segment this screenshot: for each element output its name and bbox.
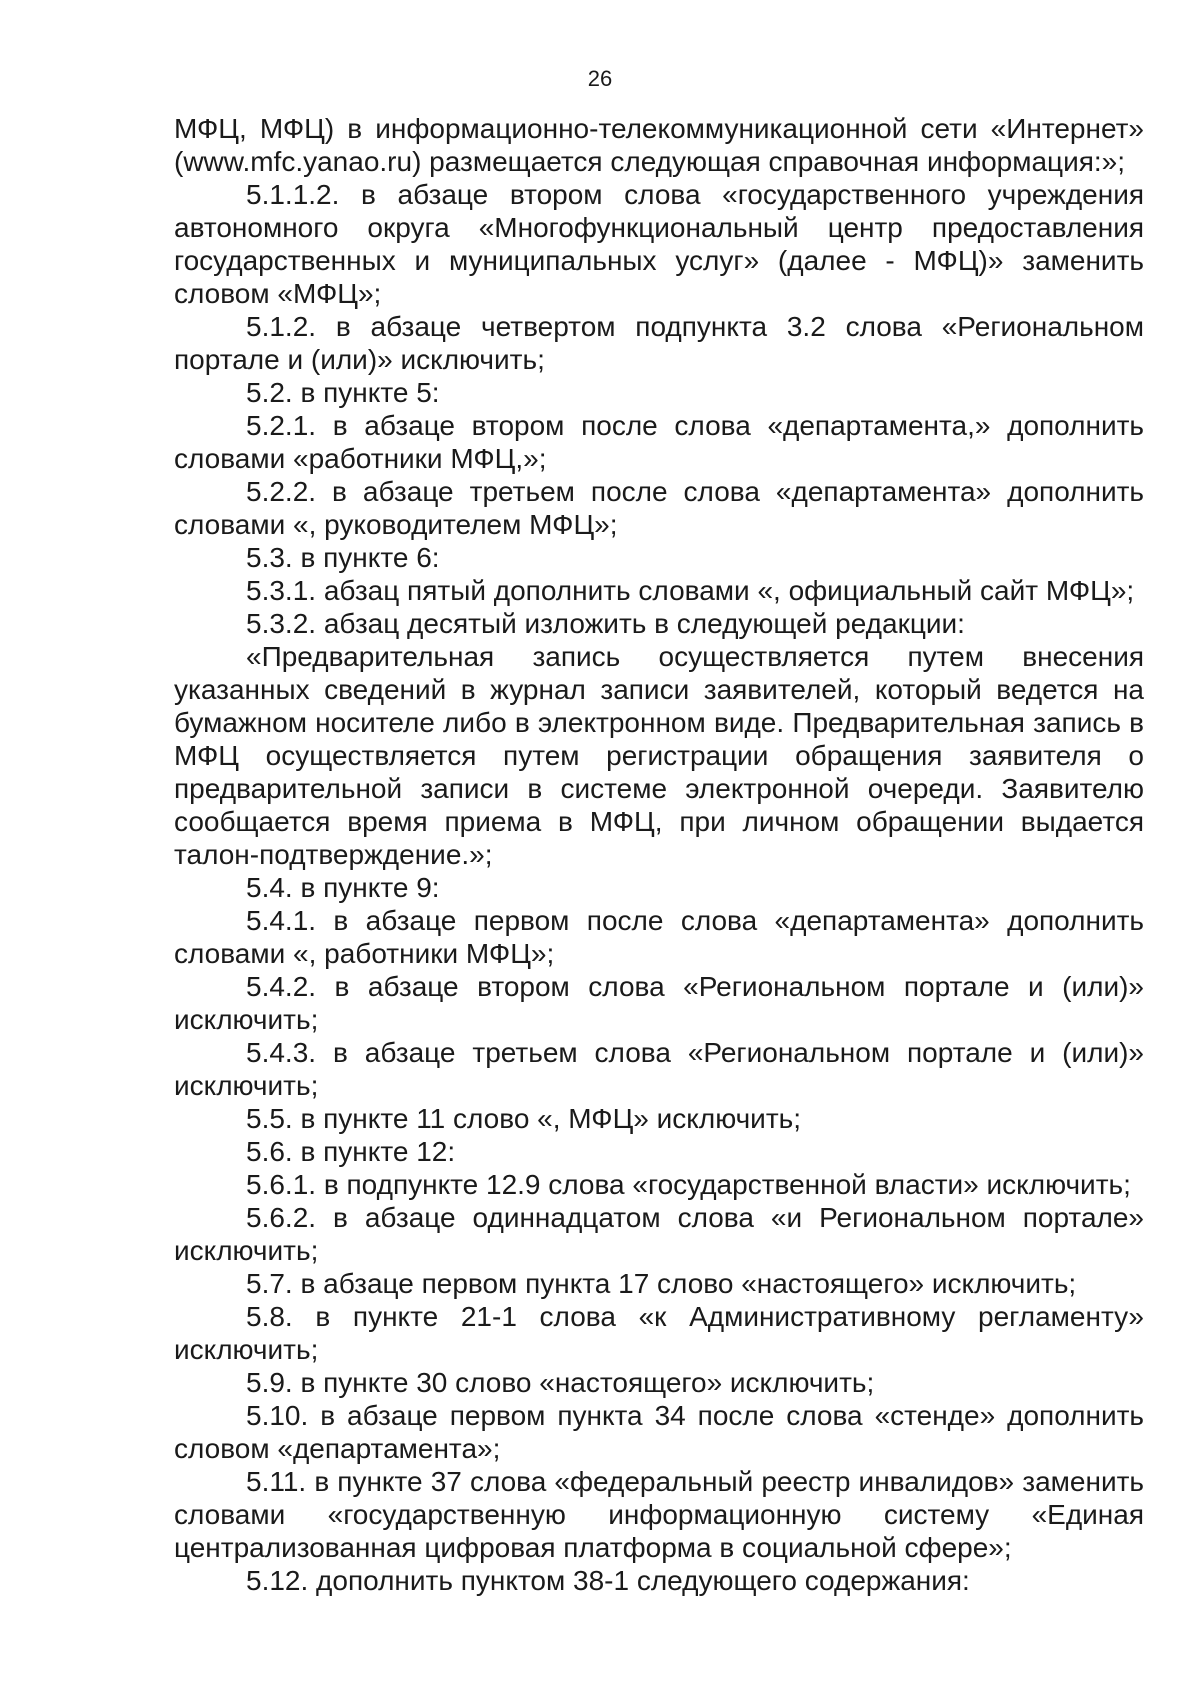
paragraph: 5.10. в абзаце первом пункта 34 после слова «стенде» дополнить словом «департамента»; bbox=[174, 1400, 1144, 1464]
paragraph: 5.1.1.2. в абзаце втором слова «государственного учреждения автономного округа «Многофункциональный центр предоставления государственных и муниципальных услуг» (далее - МФЦ)» заменить словом «МФЦ»; bbox=[174, 179, 1144, 309]
paragraph: 5.4.3. в абзаце третьем слова «Региональном портале и (или)» исключить; bbox=[174, 1037, 1144, 1101]
paragraph: 5.6. в пункте 12: bbox=[246, 1136, 456, 1167]
paragraph: «Предварительная запись осуществляется путем внесения указанных сведений в журнал записи заявителей, который ведется на бумажном носителе либо в электронном виде. Предварительная запись в МФЦ осуществляется путем регистрации обращения заявителя о предварительной записи в системе электронной очереди. Заявителю сообщается время приема в МФЦ, при личном обращении выдается талон-подтверждение.»; bbox=[174, 641, 1144, 870]
paragraph: 5.4. в пункте 9: bbox=[246, 872, 440, 903]
paragraph: 5.2.2. в абзаце третьем после слова «департамента» дополнить словами «, руководителем МФЦ»; bbox=[174, 476, 1144, 540]
paragraph: 5.3. в пункте 6: bbox=[246, 542, 440, 573]
paragraph: 5.2.1. в абзаце втором после слова «департамента,» дополнить словами «работники МФЦ,»; bbox=[174, 410, 1144, 474]
paragraph: 5.5. в пункте 11 слово «, МФЦ» исключить; bbox=[246, 1103, 802, 1134]
paragraph: 5.6.1. в подпункте 12.9 слова «государственной власти» исключить; bbox=[246, 1169, 1131, 1200]
paragraph: 5.7. в абзаце первом пункта 17 слово «настоящего» исключить; bbox=[246, 1268, 1077, 1299]
paragraph: 5.9. в пункте 30 слово «настоящего» исключить; bbox=[246, 1367, 875, 1398]
document-body bbox=[174, 112, 1144, 1597]
paragraph: 5.4.1. в абзаце первом после слова «департамента» дополнить словами «, работники МФЦ»; bbox=[174, 905, 1144, 969]
paragraph: 5.6.2. в абзаце одиннадцатом слова «и Региональном портале» исключить; bbox=[174, 1202, 1144, 1266]
paragraph: 5.2. в пункте 5: bbox=[246, 377, 440, 408]
paragraph: 5.1.2. в абзаце четвертом подпункта 3.2 слова «Региональном портале и (или)» исключить; bbox=[174, 311, 1144, 375]
paragraph: 5.11. в пункте 37 слова «федеральный реестр инвалидов» заменить словами «государственную информационную систему «Единая централизованная цифровая платформа в социальной сфере»; bbox=[174, 1466, 1144, 1563]
paragraph: МФЦ, МФЦ) в информационно-телекоммуникационной сети «Интернет» (www.mfc.yanao.ru) размещается следующая справочная информация:»; bbox=[174, 113, 1144, 177]
page-number: 26 bbox=[587, 66, 613, 91]
paragraph: 5.3.1. абзац пятый дополнить словами «, официальный сайт МФЦ»; bbox=[246, 575, 1135, 606]
paragraph: 5.12. дополнить пунктом 38-1 следующего содержания: bbox=[246, 1565, 970, 1596]
paragraph: 5.8. в пункте 21-1 слова «к Административному регламенту» исключить; bbox=[174, 1301, 1144, 1365]
paragraph: 5.4.2. в абзаце втором слова «Региональном портале и (или)» исключить; bbox=[174, 971, 1144, 1035]
paragraph: 5.3.2. абзац десятый изложить в следующей редакции: bbox=[246, 608, 965, 639]
